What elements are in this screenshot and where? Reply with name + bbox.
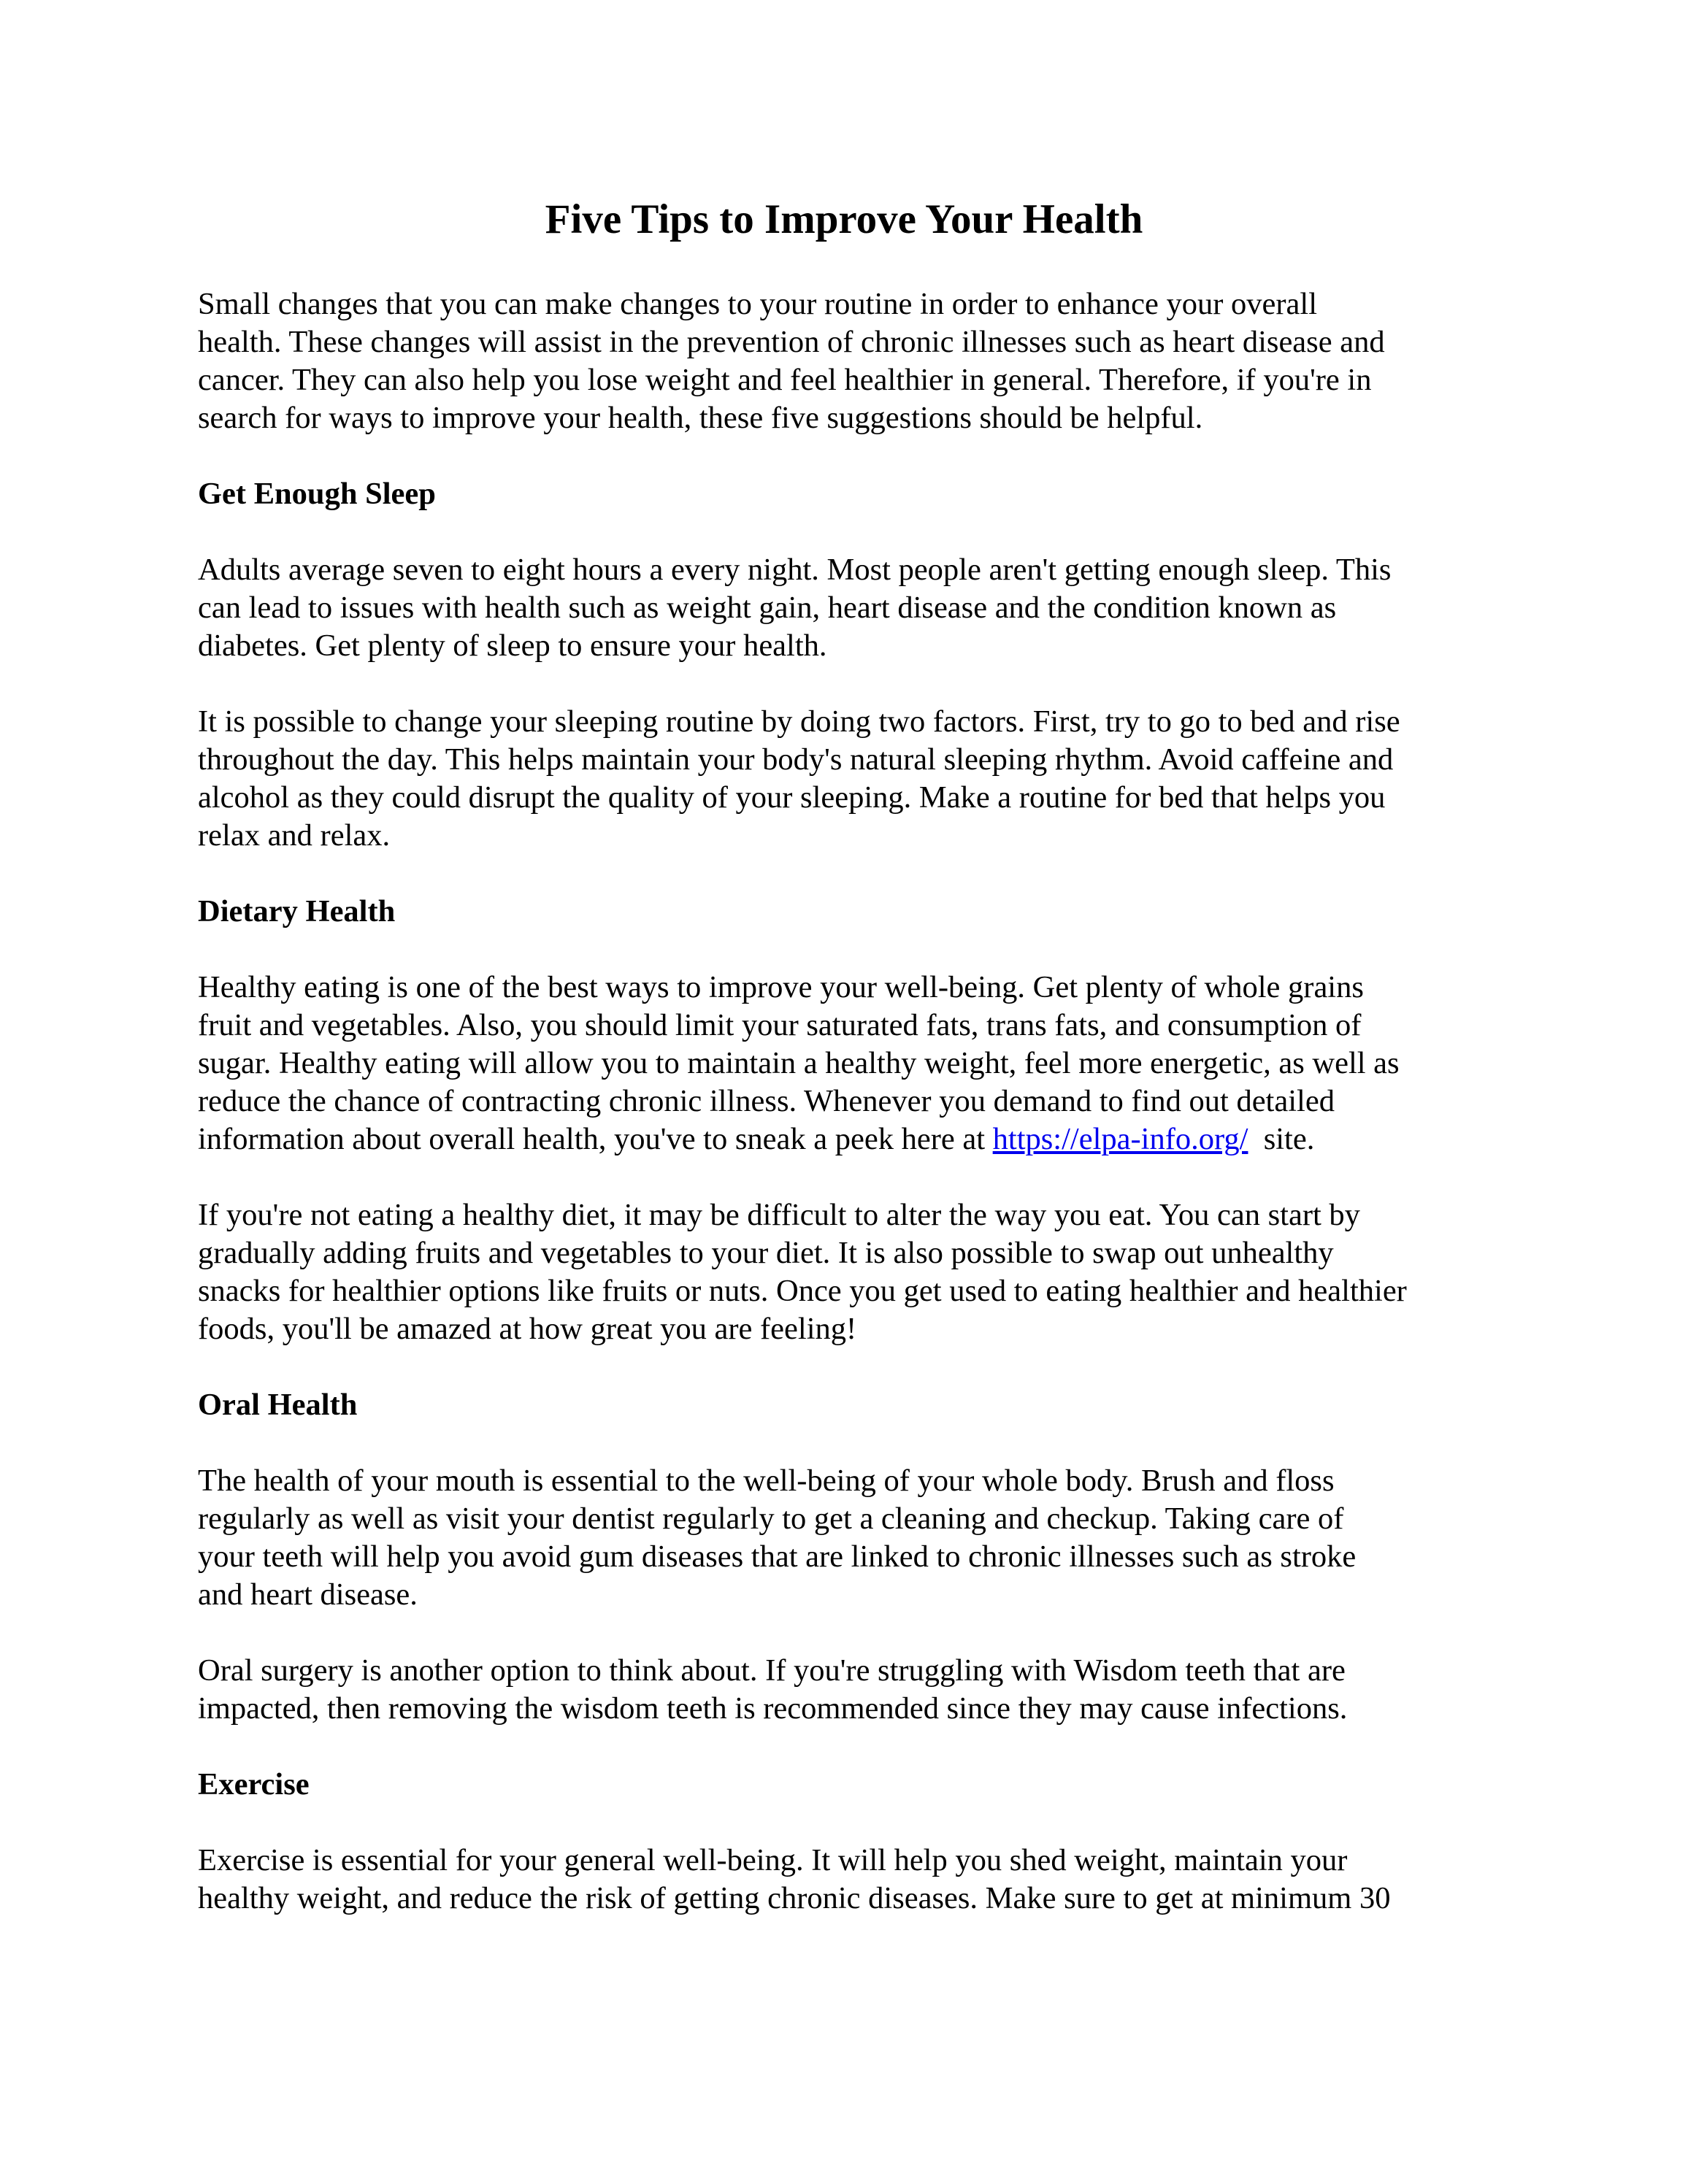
paragraph-line: foods, you'll be amazed at how great you are feeling! xyxy=(198,1312,857,1346)
paragraph-line: your teeth will help you avoid gum diseases that are linked to chronic illnesses such as stroke xyxy=(198,1539,1357,1574)
intro-line: Small changes that you can make changes to your routine in order to enhance your overall xyxy=(198,287,1318,321)
paragraph-line: relax and relax. xyxy=(198,818,391,853)
sleep-paragraph-2 xyxy=(198,703,1512,855)
elpa-info-link[interactable]: https://elpa-info.org/ xyxy=(992,1122,1248,1156)
document-body xyxy=(198,285,1512,1918)
dietary-paragraph-1 xyxy=(198,969,1512,1158)
link-prefix-text: information about overall health, you've to sneak a peek here at xyxy=(198,1122,993,1156)
paragraph-line: Healthy eating is one of the best ways to improve your well-being. Get plenty of whole grains xyxy=(198,970,1364,1004)
dietary-paragraph-2 xyxy=(198,1196,1512,1348)
paragraph-line: can lead to issues with health such as weight gain, heart disease and the condition known as xyxy=(198,591,1337,625)
intro-line: search for ways to improve your health, these five suggestions should be helpful. xyxy=(198,401,1203,435)
oral-paragraph-1 xyxy=(198,1462,1512,1614)
section-heading-dietary: Dietary Health xyxy=(198,894,396,928)
exercise-paragraph-1 xyxy=(198,1842,1512,1918)
paragraph-line: The health of your mouth is essential to the well-being of your whole body. Brush and floss xyxy=(198,1464,1335,1498)
paragraph-line: gradually adding fruits and vegetables to your diet. It is also possible to swap out unhealthy xyxy=(198,1236,1334,1270)
paragraph-line: sugar. Healthy eating will allow you to maintain a healthy weight, feel more energetic, as well as xyxy=(198,1046,1400,1080)
sleep-paragraph-1 xyxy=(198,551,1512,665)
paragraph-line: reduce the chance of contracting chronic illness. Whenever you demand to find out detailed xyxy=(198,1084,1335,1118)
section-heading-sleep: Get Enough Sleep xyxy=(198,477,436,511)
paragraph-line: healthy weight, and reduce the risk of getting chronic diseases. Make sure to get at minimum 30 xyxy=(198,1881,1391,1915)
document-title: Five Tips to Improve Your Health xyxy=(545,196,1143,242)
paragraph-line-with-link xyxy=(198,1120,1512,1158)
oral-paragraph-2 xyxy=(198,1652,1512,1728)
paragraph-line: Oral surgery is another option to think about. If you're struggling with Wisdom teeth that are xyxy=(198,1653,1346,1688)
paragraph-line: impacted, then removing the wisdom teeth is recommended since they may cause infections. xyxy=(198,1691,1348,1726)
paragraph-line: snacks for healthier options like fruits or nuts. Once you get used to eating healthier and healthier xyxy=(198,1274,1407,1308)
paragraph-line: Exercise is essential for your general well-being. It will help you shed weight, maintain your xyxy=(198,1843,1348,1877)
paragraph-line: diabetes. Get plenty of sleep to ensure your health. xyxy=(198,628,827,663)
paragraph-line: Adults average seven to eight hours a every night. Most people aren't getting enough sleep. This xyxy=(198,553,1392,587)
intro-line: cancer. They can also help you lose weight and feel healthier in general. Therefore, if you're in xyxy=(198,363,1372,397)
section-heading-exercise: Exercise xyxy=(198,1767,310,1802)
paragraph-line: alcohol as they could disrupt the quality of your sleeping. Make a routine for bed that helps you xyxy=(198,780,1386,815)
paragraph-line: It is possible to change your sleeping routine by doing two factors. First, try to go to bed and rise xyxy=(198,704,1400,739)
link-suffix-text: site. xyxy=(1248,1122,1315,1156)
paragraph-line: regularly as well as visit your dentist regularly to get a cleaning and checkup. Taking care of xyxy=(198,1502,1344,1536)
section-heading-oral: Oral Health xyxy=(198,1388,358,1422)
paragraph-line: and heart disease. xyxy=(198,1577,418,1612)
paragraph-line: If you're not eating a healthy diet, it may be difficult to alter the way you eat. You can start by xyxy=(198,1198,1360,1232)
intro-line: health. These changes will assist in the prevention of chronic illnesses such as heart disease and xyxy=(198,325,1385,359)
paragraph-line: throughout the day. This helps maintain your body's natural sleeping rhythm. Avoid caffeine and xyxy=(198,742,1394,777)
intro-paragraph xyxy=(198,285,1512,437)
paragraph-line: fruit and vegetables. Also, you should limit your saturated fats, trans fats, and consumption of xyxy=(198,1008,1362,1042)
